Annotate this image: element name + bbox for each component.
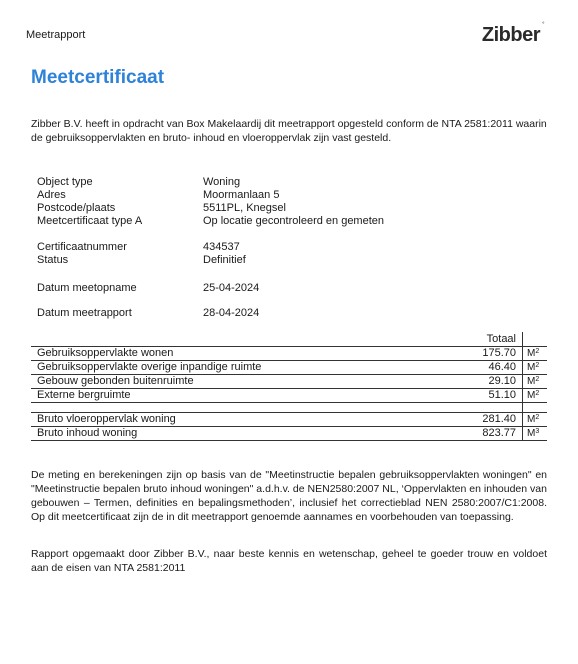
unit-text: M — [527, 362, 536, 373]
cert-nr-value: 434537 — [203, 241, 240, 253]
table-row — [31, 389, 547, 403]
datum-meetrapport-inner — [37, 307, 517, 320]
row-unit — [523, 389, 548, 403]
row-unit — [523, 427, 548, 441]
row-name: Gebruiksoppervlakte wonen — [31, 347, 446, 361]
method-paragraph: De meting en berekeningen zijn op basis van de "Meetinstructie bepalen gebruiksoppervlakten woningen" en "Meetinstructie bepalen bruto inhoud woningen" a.d.h.v. de NEN2580:2007 NL, ‘Oppervlakten en inhouden van gebouwen – Termen, definities en bepalingsmethoden’, inclusief het correctieblad NEN 2580:2007/C1:2008. Op dit meetcertificaat zijn de in dit meetrapport genoemde aannames en voorbehouden van toepassing. — [31, 469, 547, 523]
gap-cell — [523, 403, 548, 413]
object-type-label: Object type — [37, 176, 93, 188]
cert-nr-row — [37, 241, 517, 254]
row-value: 281.40 — [446, 413, 523, 427]
total-header: Totaal — [486, 332, 516, 345]
unit-exp: 2 — [535, 414, 540, 421]
row-value: 29.10 — [446, 375, 523, 389]
object-type-value: Woning — [203, 176, 241, 188]
logo-mark: ° — [542, 22, 544, 28]
postcode-value: 5511PL, Knegsel — [203, 202, 286, 214]
cert-type-label: Meetcertificaat type A — [37, 215, 143, 227]
object-info-group-2 — [37, 241, 517, 267]
postcode-row — [37, 202, 517, 215]
datum-meetopname-value: 25-04-2024 — [203, 282, 260, 294]
status-row — [37, 254, 517, 267]
intro-paragraph: Zibber B.V. heeft in opdracht van Box Makelaardij dit meetrapport opgesteld conform de NTA 2581:2011 waarin de gebruiksoppervlakten en bruto- inhoud en vloeroppervlak zijn vast gesteld. — [31, 118, 547, 144]
row-unit — [523, 375, 548, 389]
cert-type-row — [37, 215, 517, 228]
row-value: 823.77 — [446, 427, 523, 441]
unit-text: M — [527, 348, 536, 359]
row-value: 46.40 — [446, 361, 523, 375]
unit-header — [523, 332, 548, 347]
datum-meetrapport-row — [37, 307, 517, 320]
adres-row — [37, 189, 517, 202]
unit-text: M — [527, 376, 536, 387]
gap-cell — [446, 403, 523, 413]
status-label: Status — [37, 254, 69, 266]
table-row — [31, 361, 547, 375]
row-unit — [523, 361, 548, 375]
table-row — [31, 347, 547, 361]
row-value: 175.70 — [446, 347, 523, 361]
page-title: Meetcertificaat — [31, 67, 165, 88]
table-gap-row — [31, 403, 547, 413]
datum-meetrapport-value: 28-04-2024 — [203, 307, 260, 319]
unit-exp: 2 — [535, 390, 540, 397]
object-info-group-1 — [37, 176, 517, 228]
measurement-table — [31, 332, 547, 441]
row-unit — [523, 347, 548, 361]
adres-label: Adres — [37, 189, 66, 201]
row-name: Externe bergruimte — [31, 389, 446, 403]
cert-nr-label: Certificaatnummer — [37, 241, 127, 253]
unit-exp: 2 — [535, 376, 540, 383]
zibber-logo — [481, 22, 544, 47]
status-value: Definitief — [203, 254, 246, 266]
table-header-spacer — [31, 332, 446, 347]
datum-meetrapport-label: Datum meetrapport — [37, 307, 132, 319]
logo-text: Zibber — [481, 24, 540, 46]
object-type-row — [37, 176, 517, 189]
adres-value: Moormanlaan 5 — [203, 189, 280, 201]
table-row — [31, 427, 547, 441]
closing-paragraph: Rapport opgemaakt door Zibber B.V., naar beste kennis en wetenschap, geheel te goeder trouw en voldoet aan de eisen van NTA 2581:2011 — [31, 548, 547, 574]
datum-meetopname-label: Datum meetopname — [37, 282, 137, 294]
row-name: Bruto vloeroppervlak woning — [31, 413, 446, 427]
datum-meetopname-row — [37, 282, 517, 295]
unit-exp: 3 — [535, 428, 540, 435]
unit-exp: 2 — [535, 362, 540, 369]
unit-text: M — [527, 414, 536, 425]
table-row — [31, 375, 547, 389]
datum-meetopname-inner — [37, 282, 517, 295]
row-unit — [523, 413, 548, 427]
row-name: Gebruiksoppervlakte overige inpandige ruimte — [31, 361, 446, 375]
row-name: Gebouw gebonden buitenruimte — [31, 375, 446, 389]
header-label: Meetrapport — [26, 29, 86, 41]
cert-type-value: Op locatie gecontroleerd en gemeten — [203, 215, 385, 227]
postcode-label: Postcode/plaats — [37, 202, 116, 214]
unit-text: M — [527, 428, 536, 439]
table-header-row — [31, 332, 547, 347]
row-value: 51.10 — [446, 389, 523, 403]
gap-cell — [31, 403, 446, 413]
table-row — [31, 413, 547, 427]
unit-text: M — [527, 390, 536, 401]
unit-exp: 2 — [535, 348, 540, 355]
row-name: Bruto inhoud woning — [31, 427, 446, 441]
